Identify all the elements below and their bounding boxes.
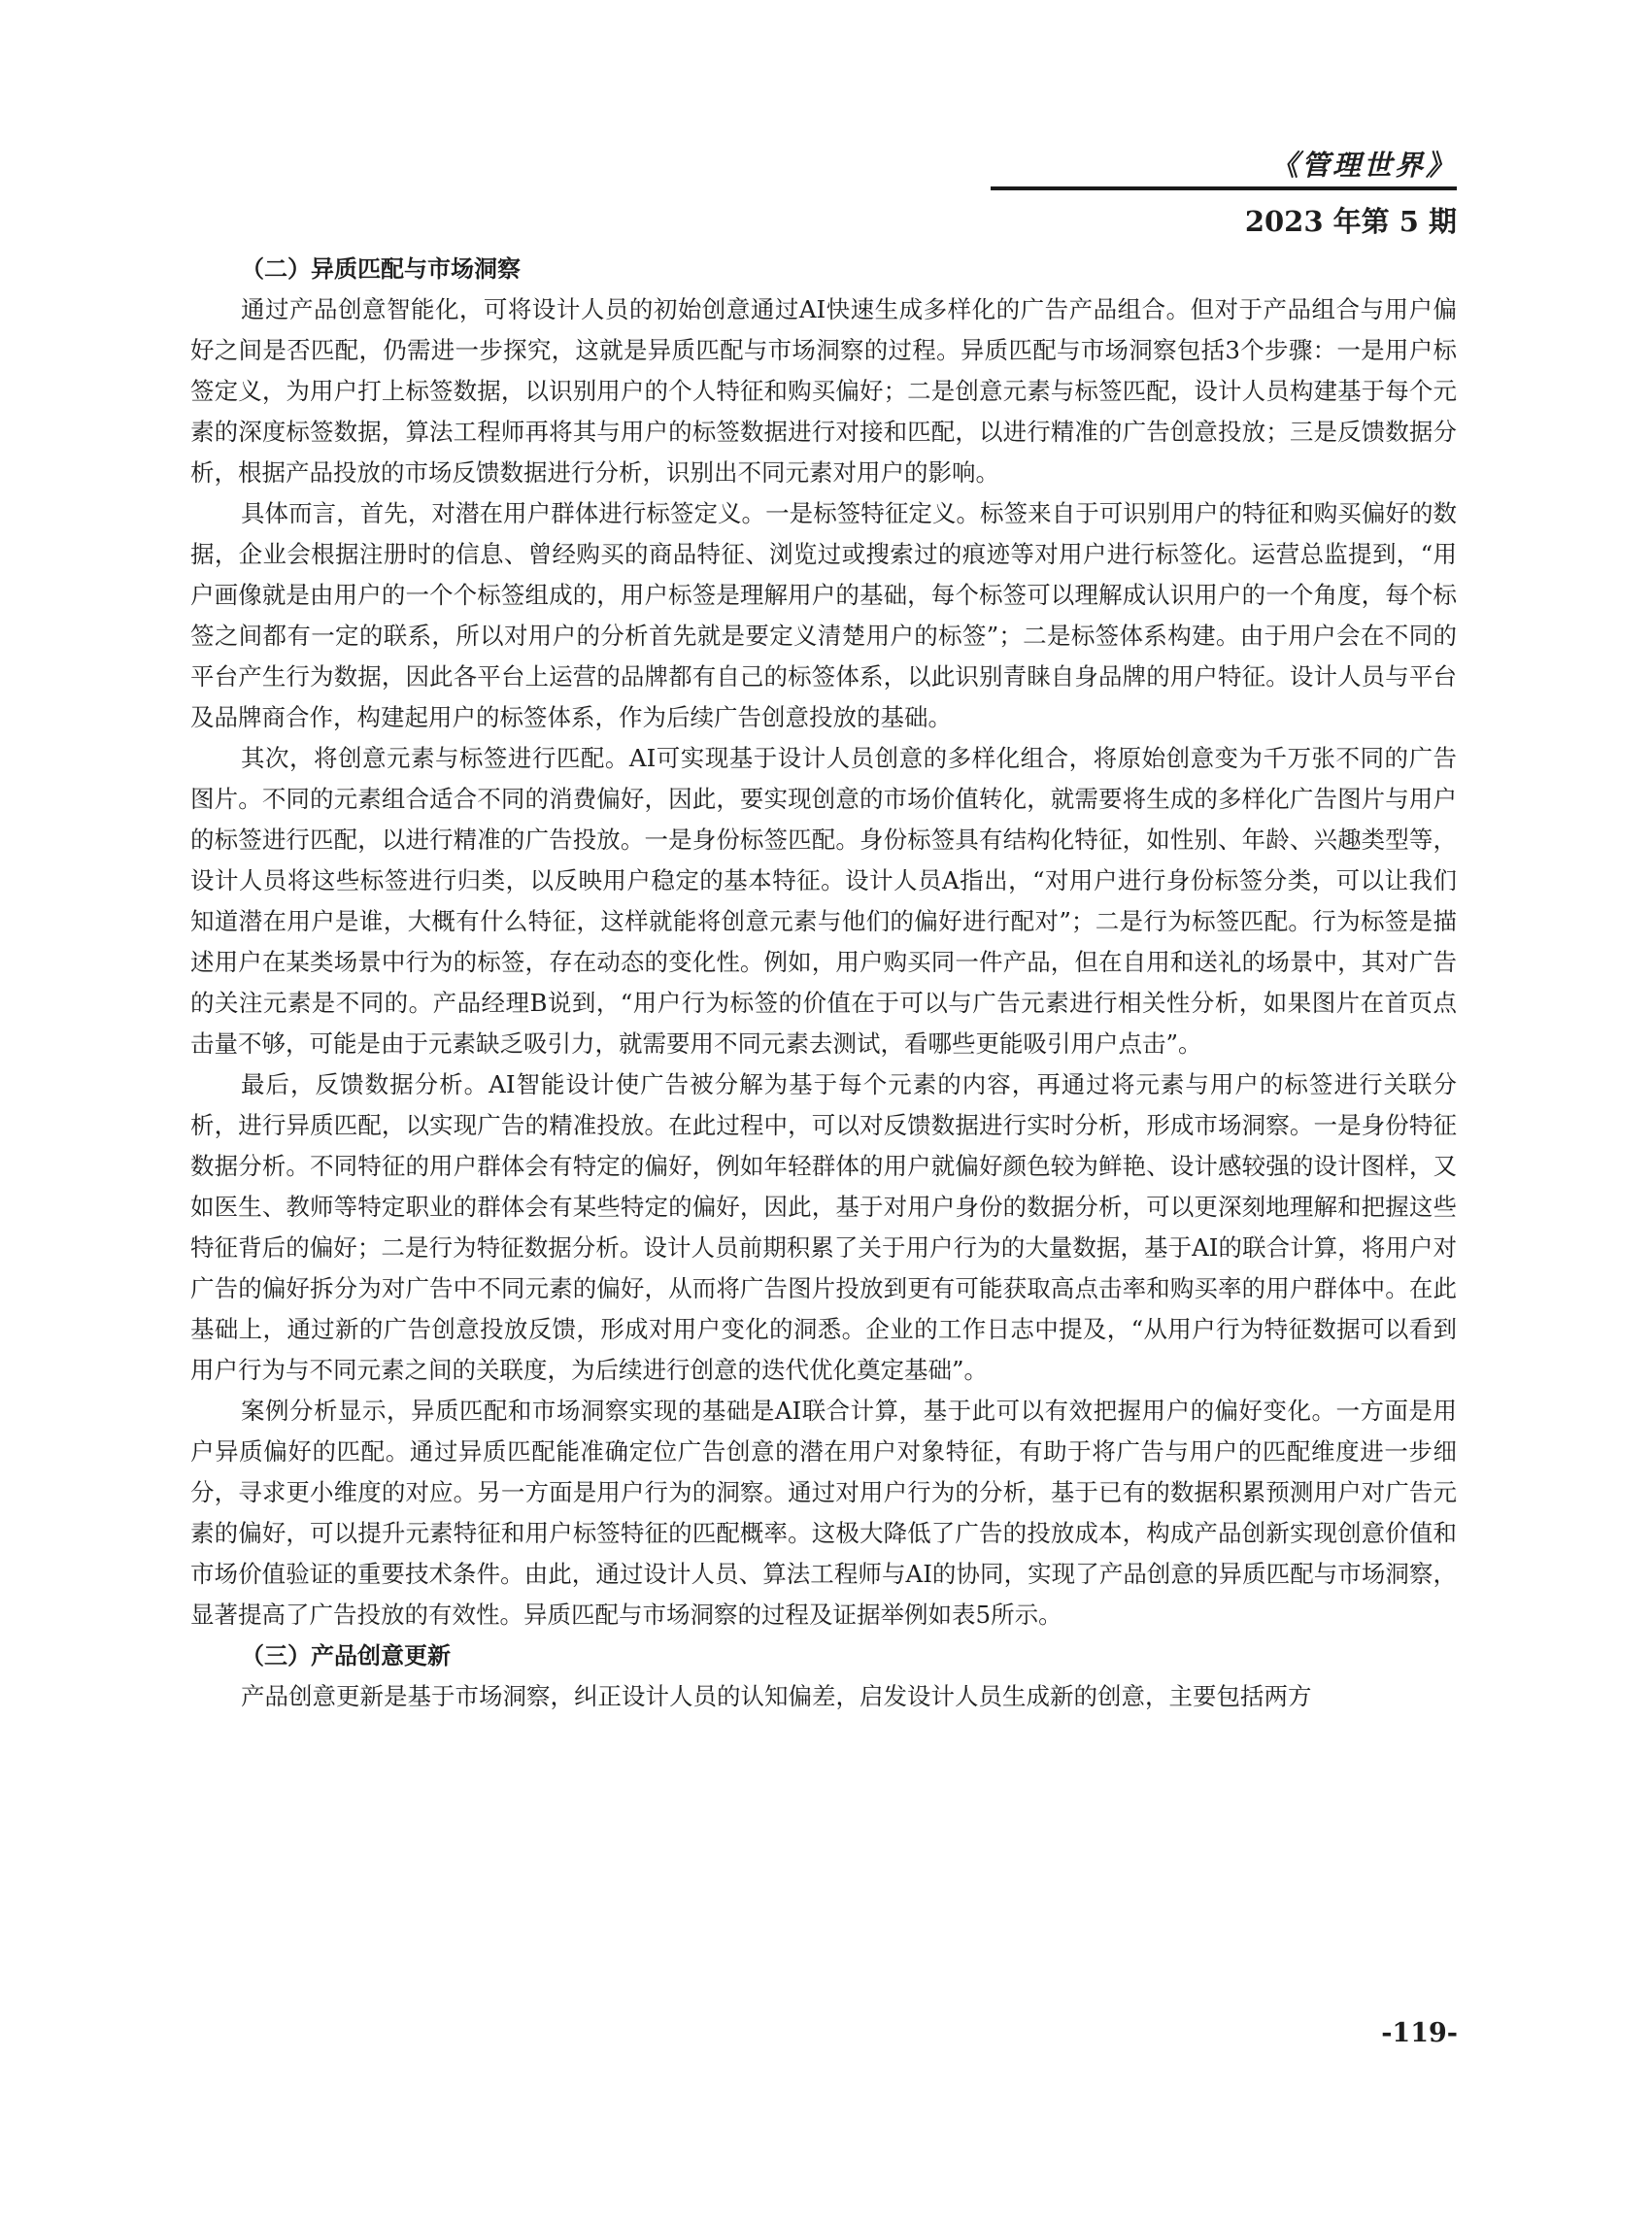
issue-number: 2023 年第 5 期 bbox=[1244, 205, 1457, 238]
section-heading: （三）产品创意更新 bbox=[241, 1642, 451, 1670]
header-rule bbox=[991, 186, 1457, 190]
paragraph: 案例分析显示，异质匹配和市场洞察实现的基础是AI联合计算，基于此可以有效把握用户的偏好变化。一方面是用户异质偏好的匹配。通过异质匹配能准确定位广告创意的潜在用户对象特征，有助于将广告与用户的匹配维度进一步细分，寻求更小维度的对应。另一方面是用户行为的洞察。通过对用户行为的分析，基于已有的数据积累预测用户对广告元素的偏好，可以提升元素特征和用户标签特征的匹配概率。这极大降低了广告的投放成本，构成产品创新实现创意价值和市场价值验证的重要技术条件。由此，通过设计人员、算法工程师与AI的协同，实现了产品创意的异质匹配与市场洞察，显著提高了广告投放的有效性。异质匹配与市场洞察的过程及证据举例如表5所示。 bbox=[190, 1397, 1457, 1629]
section-heading: （二）异质匹配与市场洞察 bbox=[241, 255, 521, 283]
paragraph: 其次，将创意元素与标签进行匹配。AI可实现基于设计人员创意的多样化组合，将原始创意变为千万张不同的广告图片。不同的元素组合适合不同的消费偏好，因此，要实现创意的市场价值转化，就需要将生成的多样化广告图片与用户的标签进行匹配，以进行精准的广告投放。一是身份标签匹配。身份标签具有结构化特征，如性别、年龄、兴趣类型等，设计人员将这些标签进行归类，以反映用户稳定的基本特征。设计人员A指出，“对用户进行身份标签分类，可以让我们知道潜在用户是谁，大概有什么特征，这样就能将创意元素与他们的偏好进行配对”；二是行为标签匹配。行为标签是描述用户在某类场景中行为的标签，存在动态的变化性。例如，用户购买同一件产品，但在自用和送礼的场景中，其对广告的关注元素是不同的。产品经理B说到，“用户行为标签的价值在于可以与广告元素进行相关性分析，如果图片在首页点击量不够，可能是由于元素缺乏吸引力，就需要用不同元素去测试，看哪些更能吸引用户点击”。 bbox=[190, 744, 1457, 1058]
paragraph: 通过产品创意智能化，可将设计人员的初始创意通过AI快速生成多样化的广告产品组合。但对于产品组合与用户偏好之间是否匹配，仍需进一步探究，这就是异质匹配与市场洞察的过程。异质匹配与市场洞察包括3个步骤：一是用户标签定义，为用户打上标签数据，以识别用户的个人特征和购买偏好；二是创意元素与标签匹配，设计人员构建基于每个元素的深度标签数据，算法工程师再将其与用户的标签数据进行对接和匹配，以进行精准的广告创意投放；三是反馈数据分析，根据产品投放的市场反馈数据进行分析，识别出不同元素对用户的影响。 bbox=[190, 295, 1457, 487]
paragraph: 最后，反馈数据分析。AI智能设计使广告被分解为基于每个元素的内容，再通过将元素与用户的标签进行关联分析，进行异质匹配，以实现广告的精准投放。在此过程中，可以对反馈数据进行实时分析，形成市场洞察。一是身份特征数据分析。不同特征的用户群体会有特定的偏好，例如年轻群体的用户就偏好颜色较为鲜艳、设计感较强的设计图样，又如医生、教师等特定职业的群体会有某些特定的偏好，因此，基于对用户身份的数据分析，可以更深刻地理解和把握这些特征背后的偏好；二是行为特征数据分析。设计人员前期积累了关于用户行为的大量数据，基于AI的联合计算，将用户对广告的偏好拆分为对广告中不同元素的偏好，从而将广告图片投放到更有可能获取高点击率和购买率的用户群体中。在此基础上，通过新的广告创意投放反馈，形成对用户变化的洞悉。企业的工作日志中提及，“从用户行为特征数据可以看到用户行为与不同元素之间的关联度，为后续进行创意的迭代优化奠定基础”。 bbox=[190, 1070, 1457, 1384]
article-body bbox=[190, 249, 1457, 1717]
paragraph: 产品创意更新是基于市场洞察，纠正设计人员的认知偏差，启发设计人员生成新的创意，主要包括两方 bbox=[241, 1682, 1312, 1710]
page-number: -119- bbox=[1381, 2018, 1458, 2048]
journal-title: 《管理世界》 bbox=[1269, 149, 1457, 182]
paragraph: 具体而言，首先，对潜在用户群体进行标签定义。一是标签特征定义。标签来自于可识别用户的特征和购买偏好的数据，企业会根据注册时的信息、曾经购买的商品特征、浏览过或搜索过的痕迹等对用户进行标签化。运营总监提到，“用户画像就是由用户的一个个标签组成的，用户标签是理解用户的基础，每个标签可以理解成认识用户的一个角度，每个标签之间都有一定的联系，所以对用户的分析首先就是要定义清楚用户的标签”；二是标签体系构建。由于用户会在不同的平台产生行为数据，因此各平台上运营的品牌都有自己的标签体系，以此识别青睐自身品牌的用户特征。设计人员与平台及品牌商合作，构建起用户的标签体系，作为后续广告创意投放的基础。 bbox=[190, 499, 1457, 731]
